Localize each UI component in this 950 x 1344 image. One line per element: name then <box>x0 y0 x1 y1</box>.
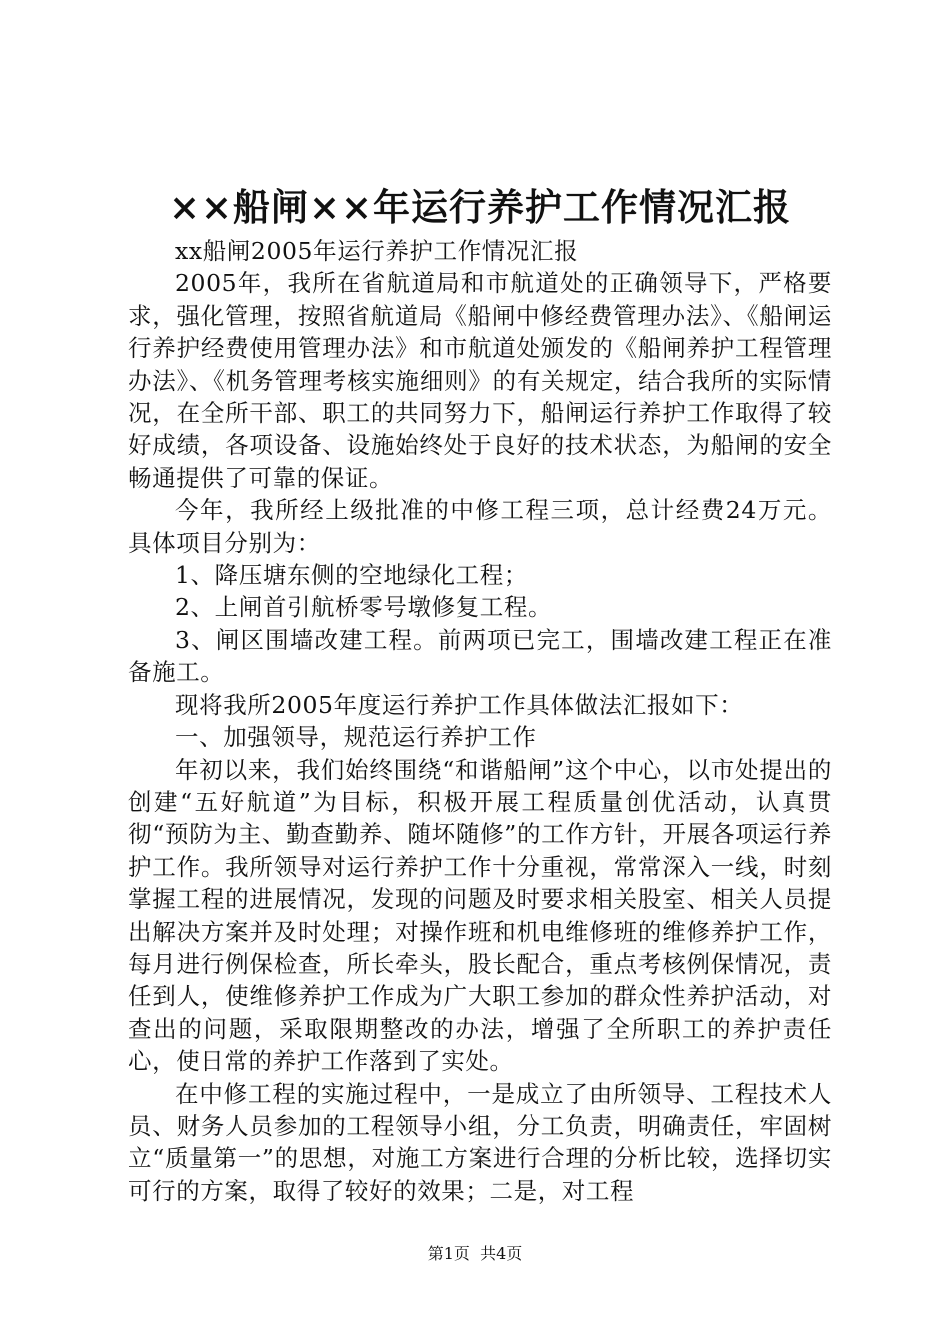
page-footer <box>0 1243 950 1265</box>
page-number: 第1页 <box>427 1244 470 1263</box>
paragraph-leadership: 年初以来，我们始终围绕“和谐船闸”这个中心，以市处提出的创建“五好航道”为目标，积极开展工程质量创优活动，认真贯彻“预防为主、勤查勤养、随坏随修”的工作方针，开展各项运行养护工作。我所领导对运行养护工作十分重视，常常深入一线，时刻掌握工程的进展情况，发现的问题及时要求相关股室、相关人员提出解决方案并及时处理；对操作班和机电维修班的维修养护工作，每月进行例保检查，所长牵头，股长配合，重点考核例保情况，责任到人，使维修养护工作成为广大职工参加的群众性养护活动，对查出的问题，采取限期整改的办法，增强了全所职工的养护责任心，使日常的养护工作落到了实处。 <box>128 755 832 1076</box>
paragraph-intro: 2005年，我所在省航道局和市航道处的正确领导下，严格要求，强化管理，按照省航道局《船闸中修经费管理办法》、《船闸运行养护经费使用管理办法》和市航道处颁发的《船闸养护工程管理办法》、《机务管理考核实施细则》的有关规定，结合我所的实际情况，在全所干部、职工的共同努力下，船闸运行养护工作取得了较好成绩，各项设备、设施始终处于良好的技术状态，为船闸的安全畅通提供了可靠的保证。 <box>128 269 832 492</box>
paragraph-subtitle: xx船闸2005年运行养护工作情况汇报 <box>175 237 579 265</box>
paragraph-project-3: 3、闸区围墙改建工程。前两项已完工，围墙改建工程正在准备施工。 <box>128 625 832 687</box>
paragraph-project-1: 1、降压塘东侧的空地绿化工程； <box>175 561 528 590</box>
section-heading-1: 一、加强领导，规范运行养护工作 <box>175 723 537 752</box>
paragraph-project-2: 2、上闸首引航桥零号墩修复工程。 <box>175 593 553 622</box>
page-total: 共4页 <box>480 1244 523 1263</box>
document-body <box>128 235 832 1207</box>
paragraph-implementation: 在中修工程的实施过程中，一是成立了由所领导、工程技术人员、财务人员参加的工程领导小组，分工负责，明确责任，牢固树立“质量第一”的思想，对施工方案进行合理的分析比较，选择切实可行的方案，取得了较好的效果；二是，对工程 <box>128 1079 832 1205</box>
paragraph-projects-summary: 今年，我所经上级批准的中修工程三项，总计经费24万元。具体项目分别为： <box>128 496 832 557</box>
paragraph-report-lead: 现将我所2005年度运行养护工作具体做法汇报如下： <box>175 690 744 719</box>
document-title: ××船闸××年运行养护工作情况汇报 <box>168 185 791 229</box>
